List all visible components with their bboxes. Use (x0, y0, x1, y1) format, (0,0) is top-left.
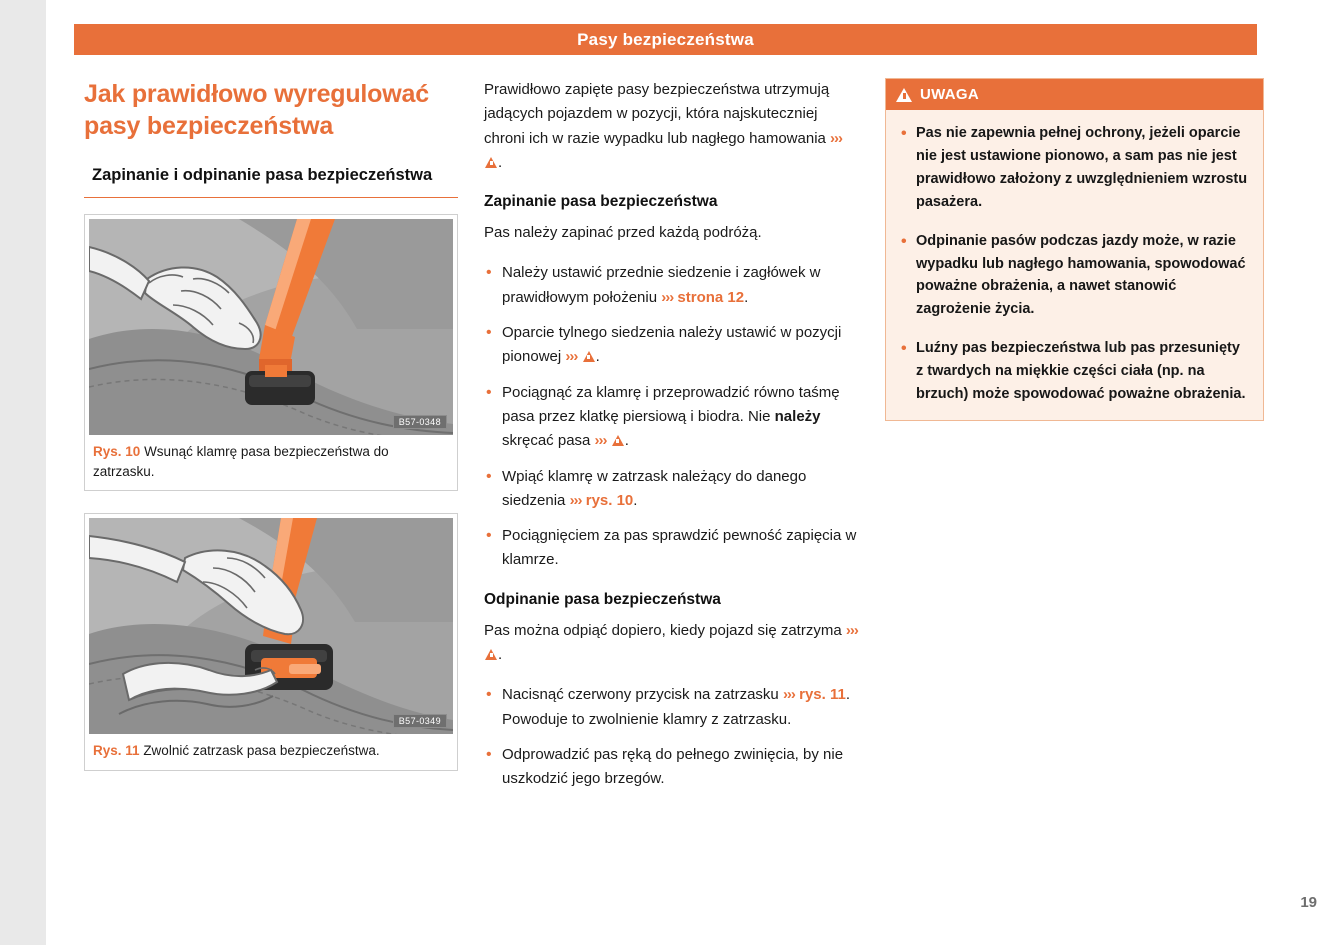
list-item (484, 261, 859, 310)
step-text: Wpiąć klamrę w zatrzask należący do danego siedzenia (502, 467, 807, 509)
step-text: Oparcie tylnego siedzenia należy ustawić w pozycji pionowej (502, 324, 842, 366)
left-column (82, 78, 458, 793)
figure-10-caption (85, 435, 457, 490)
page-header-bar (74, 24, 1257, 55)
section-fasten-heading: Zapinanie pasa bezpieczeństwa (484, 193, 718, 211)
section-fasten-intro: Pas należy zapinać przed każdą podróżą. (484, 224, 762, 242)
unfasten-steps-list (484, 683, 859, 791)
page-title: Jak prawidłowo wyregulować pasy bezpieczeństwa (84, 80, 429, 140)
figure-11-caption (85, 734, 457, 770)
step-text-after: . (624, 432, 629, 450)
warning-triangle-icon (583, 351, 595, 362)
figure-10-label: Rys. 10 (93, 444, 141, 460)
step-arrows: ››› (782, 686, 795, 704)
figure-10-caption-text: Wsunąć klamrę pasa bezpieczeństwa do zatrzasku. (93, 444, 389, 479)
step-text-after: . Powoduje to zwolnienie klamry z zatrzasku. (502, 686, 850, 728)
warning-box (885, 78, 1264, 421)
warning-triangle-icon (485, 649, 497, 660)
figure-10 (84, 214, 458, 491)
middle-column (484, 78, 859, 803)
list-item: • Pas nie zapewnia pełnej ochrony, jeżeli oparcie nie jest ustawione pionowo, a sam pas nie jest prawidłowo założony z uwzględnieniem wzrostu pasażera. (900, 122, 1249, 214)
step-text-after: . (744, 288, 749, 306)
intro-paragraph: Prawidłowo zapięte pasy bezpieczeństwa utrzymują jadących pojazdem w pozycji, która najskuteczniej chroni ich w razie wypadku lub nagłego hamowania ››› . (484, 81, 843, 171)
unfasten-intro-arrows: ››› (845, 621, 858, 639)
unfasten-intro-text: Pas można odpiąć dopiero, kiedy pojazd się zatrzyma (484, 621, 842, 639)
list-item (484, 683, 859, 732)
intro-arrows: ››› (830, 129, 843, 147)
list-item (484, 743, 859, 792)
warning-box-header (886, 79, 1263, 110)
step-arrows: ››› (569, 491, 582, 509)
warning-box-body (886, 110, 1263, 420)
warning-box-title: UWAGA (920, 86, 979, 103)
figure-11 (84, 513, 458, 771)
page-header-title: Pasy bezpieczeństwa (577, 29, 754, 49)
step-text-mid: skręcać pasa (502, 432, 591, 450)
warning-triangle-icon (896, 88, 912, 102)
seatbelt-release-illustration (89, 518, 453, 734)
section-subtitle: Zapinanie i odpinanie pasa bezpieczeństwa (92, 166, 433, 184)
right-column (885, 78, 1264, 421)
warning-triangle-icon (485, 157, 497, 168)
page-number: 19 (1300, 894, 1317, 911)
figure-11-label: Rys. 11 (93, 743, 140, 759)
figure-11-image (89, 518, 453, 734)
step-arrows: ››› (661, 288, 674, 306)
warning-list (900, 122, 1249, 406)
list-item (484, 381, 859, 454)
step-text: Pociągnięciem za pas sprawdzić pewność zapięcia w klamrze. (502, 527, 857, 569)
seatbelt-insert-illustration (89, 219, 453, 435)
step-text: Należy ustawić przednie siedzenie i zagłówek w prawidłowym położeniu (502, 264, 821, 306)
step-arrows: ››› (565, 348, 578, 366)
fasten-steps-list (484, 261, 859, 572)
step-text-after: . (595, 348, 600, 366)
divider-rule (84, 197, 458, 198)
list-item (484, 524, 859, 573)
step-text: Nacisnąć czerwony przycisk na zatrzasku (502, 686, 783, 704)
cross-reference[interactable]: strona 12 (677, 288, 745, 306)
intro-text: Prawidłowo zapięte pasy bezpieczeństwa utrzymują jadących pojazdem w pozycji, która najskuteczniej chroni ich w razie wypadku lub nagłego hamowania (484, 81, 830, 147)
step-emphasis: należy (774, 407, 821, 425)
list-item: • Luźny pas bezpieczeństwa lub pas przesunięty z twardych na miękkie części ciała (np. na brzuch) może spowodować poważne obrażenia. (900, 337, 1249, 406)
warning-triangle-icon (612, 435, 624, 446)
step-text-after: . (633, 491, 638, 509)
list-item (484, 321, 859, 370)
page-gutter (0, 0, 46, 945)
section-unfasten-intro: Pas można odpiąć dopiero, kiedy pojazd się zatrzyma ››› . (484, 621, 858, 664)
list-item: • Odpinanie pasów podczas jazdy może, w razie wypadku lub nagłego hamowania, spowodować poważne obrażenia, a nawet stanowić zagrożenie życia. (900, 230, 1249, 322)
figure-10-image (89, 219, 453, 435)
list-item (484, 465, 859, 514)
figure-11-caption-text: Zwolnić zatrzask pasa bezpieczeństwa. (143, 743, 380, 759)
step-text: Pociągnąć za klamrę i przeprowadzić równo taśmę pasa przez klatkę piersiową i biodra. Nie (502, 383, 840, 425)
step-text: Odprowadzić pas ręką do pełnego zwinięcia, by nie uszkodzić jego brzegów. (502, 745, 844, 788)
figure-11-code: B57-0349 (393, 714, 447, 728)
figure-10-code: B57-0348 (393, 415, 447, 429)
cross-reference[interactable]: rys. 10 (585, 491, 634, 509)
step-arrows: ››› (594, 432, 607, 450)
section-unfasten-heading: Odpinanie pasa bezpieczeństwa (484, 590, 721, 608)
cross-reference[interactable]: rys. 11 (799, 686, 846, 704)
